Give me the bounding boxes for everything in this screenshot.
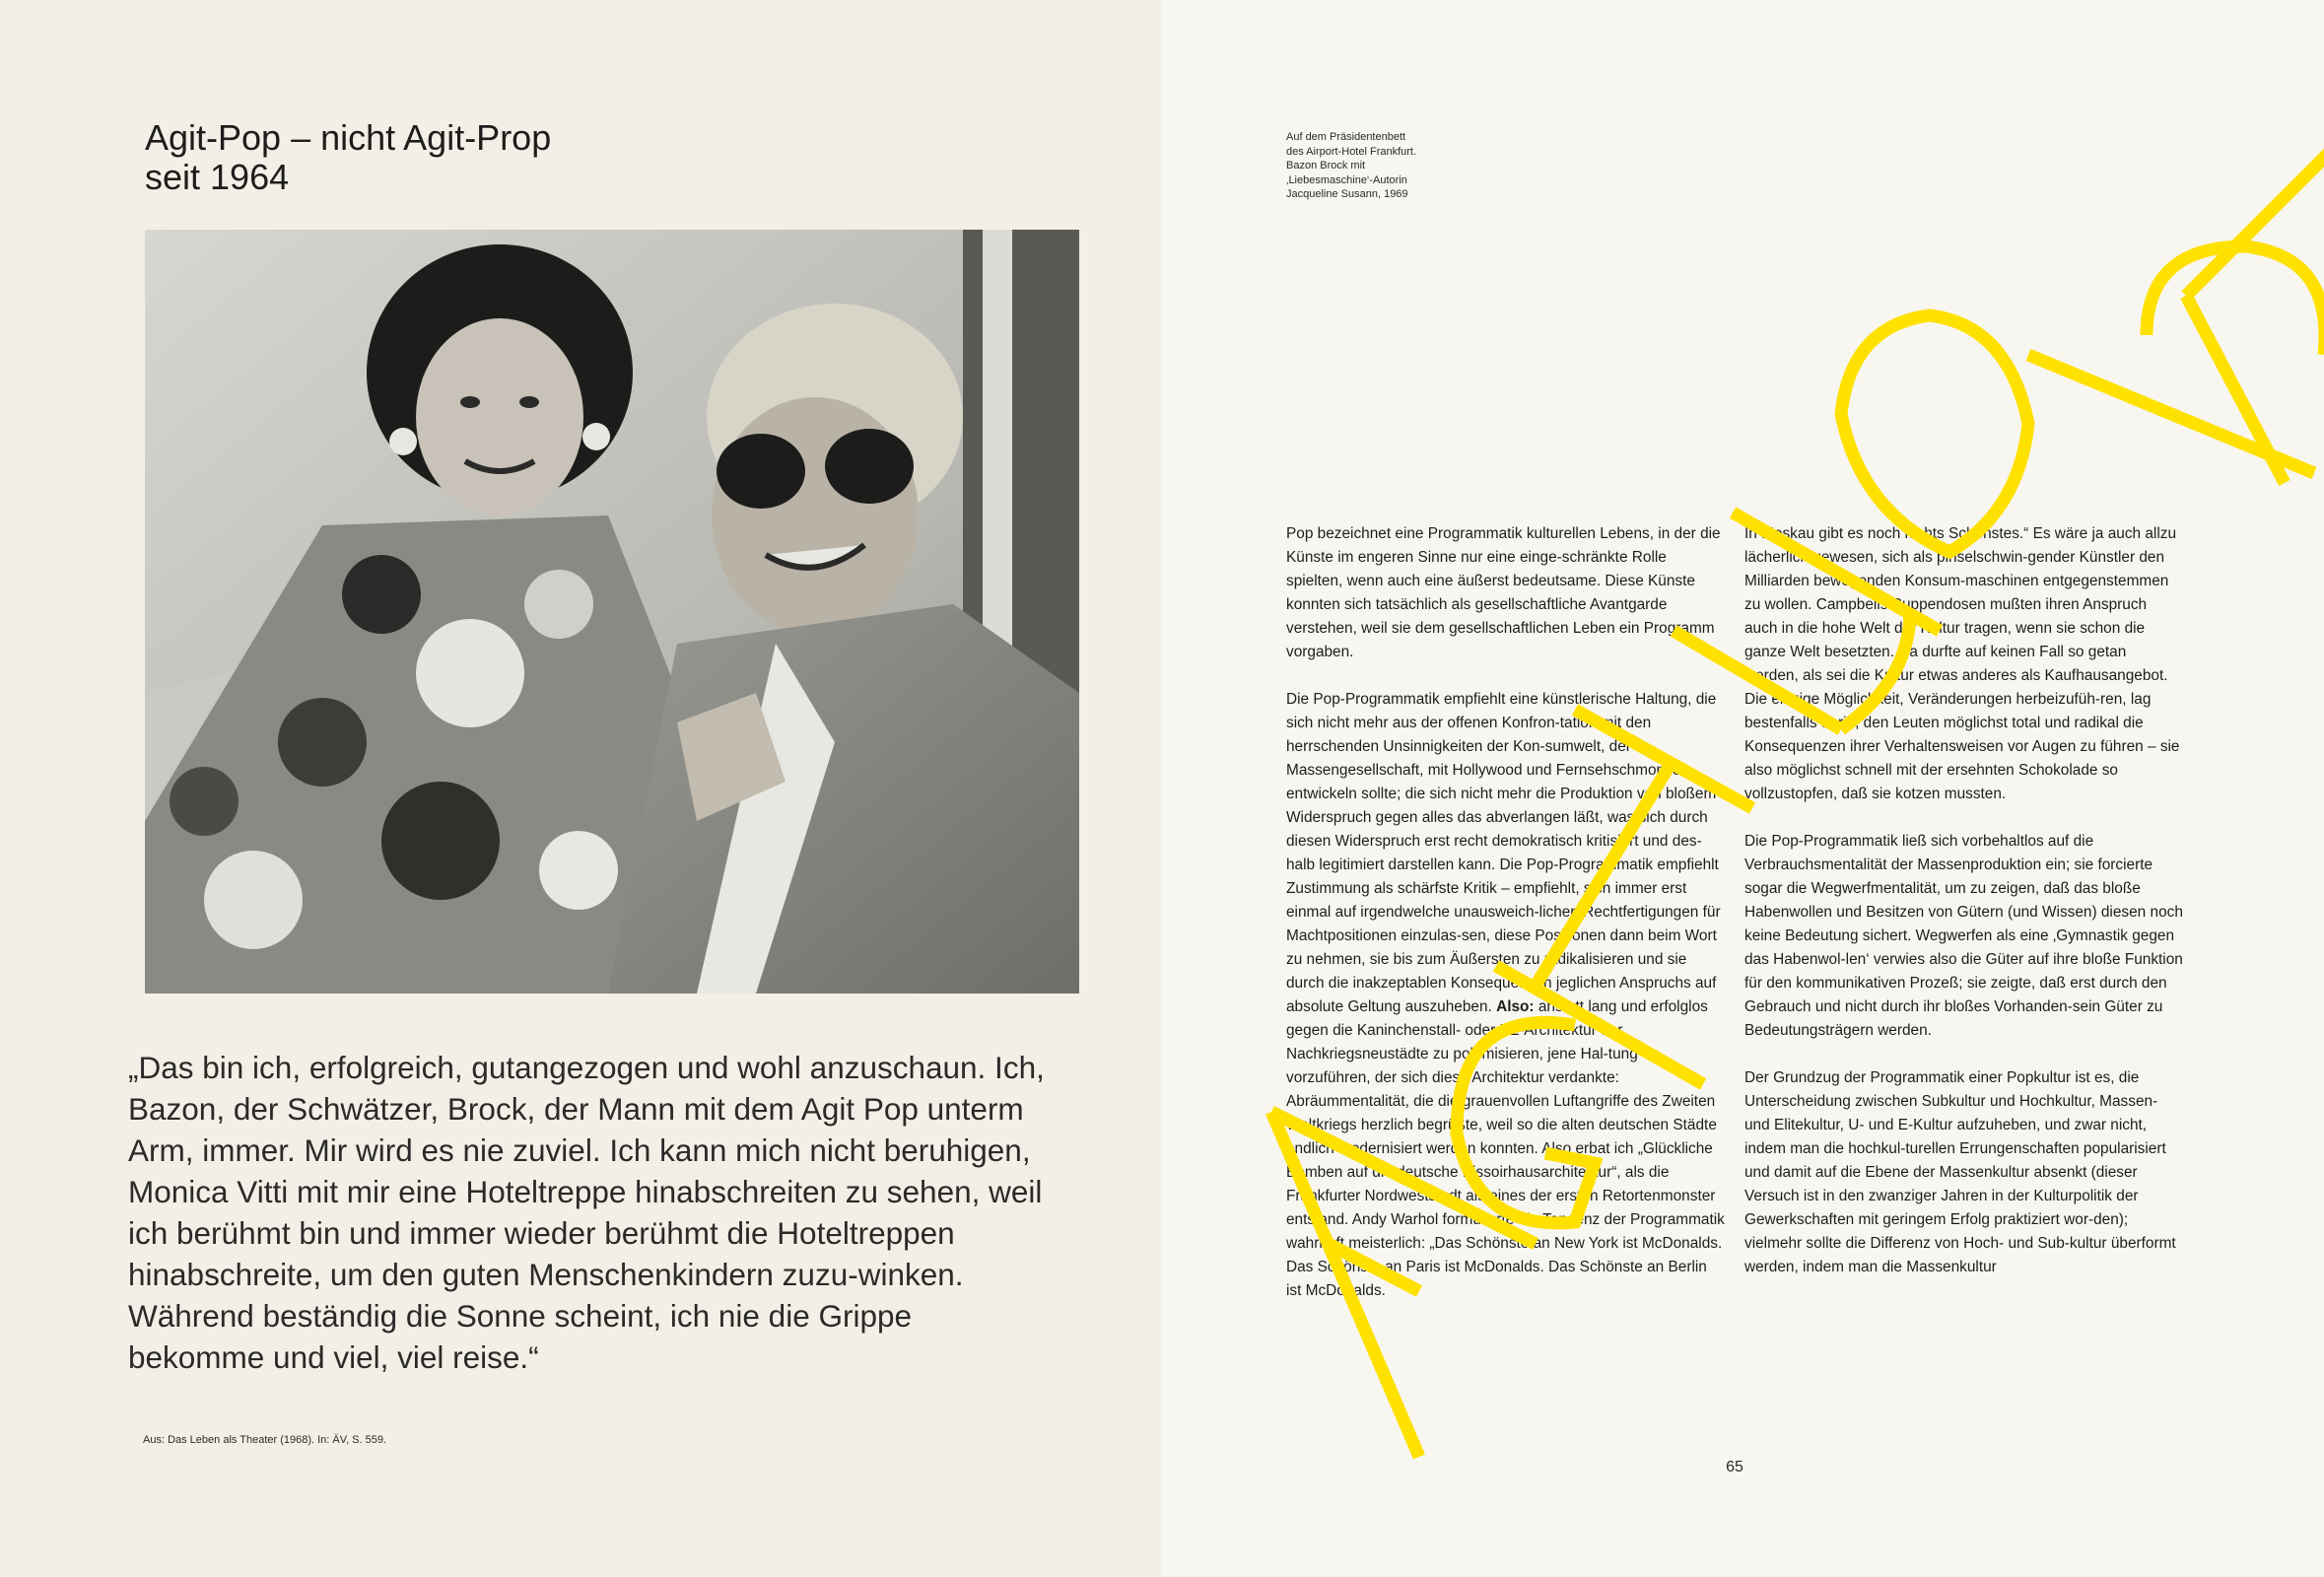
title-line-2: seit 1964 [145,157,290,197]
photo-caption [1286,130,1523,202]
paragraph: Die Pop-Programmatik ließ sich vorbehaltlos auf die Verbrauchsmentalität der Massenproduktion ein; sie forcierte sogar die Wegwerfmentalität, um zu zeigen, daß das bloße Habenwollen und Besitzen von Gütern (und Wissen) diesen noch keine Bedeutung sichert. Wegwerfen als eine ‚Gymnastik gegen das Habenwol-len‘ verwies also die Güter auf ihre bloße Funktion für den kommunikativen Prozeß; sie zeigte, daß erst durch den Gebrauch und nicht durch ihr bloßes Vorhanden-sein Güter zu Bedeutungsträgern werden. [1744,833,2183,1039]
caption-line: ‚Liebesmaschine‘-Autorin [1286,173,1407,186]
quote-source: Aus: Das Leben als Theater (1968). In: ÄV, S. 559. [143,1434,387,1446]
quote-text: „Das bin ich, erfolgreich, gutangezogen und wohl anzuschaun. Ich, Bazon, der Schwätzer, Brock, der Mann mit dem Agit Pop unterm Arm, immer. Mir wird es nie zuviel. Ich kann mich nicht beruhigen, Monica Vitti mit mir eine Hoteltreppe hinabschreiten zu sehen, weil ich berühmt bin und immer wieder berühmt die Hoteltreppen hinabschreite, um den guten Menschenkindern zuzu-winken. Während beständig die Sonne scheint, ich nie die Grippe bekomme und viel, viel reise.“ [128,1050,1045,1375]
paragraph: Pop bezeichnet eine Programmatik kulturellen Lebens, in der die Künste im engeren Sinne nur eine einge-schränkte Rolle spielten, wenn auch eine äußerst bedeutsame. Diese Künste konnten sich tatsächlich als gesellschaftliche Avantgarde verstehen, weil sie dem gesellschaftlichen Leben ein Programm vorgaben. [1286,525,1721,660]
photo-image [145,230,1079,994]
caption-line: Bazon Brock mit [1286,160,1366,171]
page-number: 65 [1726,1459,1743,1475]
paragraph: In Moskau gibt es noch nichts Schönstes.“ Es wäre ja auch allzu lächerlich gewesen, sich als pinselschwin-gender Künstler den Milliarden bewegenden Konsum-maschinen entgegenstemmen zu wollen. Campbells Suppendosen mußten ihren Anspruch auch in die hohe Welt der Kultur tragen, wenn sie schon die ganze Welt besetzten. Da durfte auf keinen Fall so getan werden, als sei die Kultur etwas anderes als Kaufhausangebot. Die einzige Möglichkeit, Veränderungen herbeizufüh-ren, lag bestenfalls darin, den Leuten möglichst total und radikal die Konsequenzen ihrer Verhaltensweisen vor Augen zu führen – sie also möglichst schnell mit der ersehnten Schokolade so vollzustopfen, daß sie kotzen mussten. [1744,525,2180,802]
photo-bazon-brock-jacqueline-susann [145,230,1079,994]
caption-line: Auf dem Präsidentenbett [1286,131,1406,143]
caption-line: Jacqueline Susann, 1969 [1286,188,1408,200]
bold-emphasis: Also: [1496,998,1535,1015]
text-column-1 [1286,522,1725,1327]
paragraph-text: Die Pop-Programmatik empfiehlt eine künstlerische Haltung, die sich nicht mehr aus der offenen Konfron-tation mit den herrschenden Unsinnigkeiten der Kon-sumwelt, der Massengesellschaft, mit Hollywood und Fernsehschmonzes entwickeln sollte; die sich nicht mehr die Produktion von bloßem Widerspruch gegen alles das abverlangen läßt, was sich durch diesen Widerspruch erst recht demokratisch kritisiert und des-halb legitimiert darstellen kann. Die Pop-Programmatik empfiehlt Zustimmung als schärfste Kritik – empfiehlt, sich immer erst einmal auf irgendwelche unausweich-lichen Rechtfertigungen für Machtpositionen einzulas-sen, diese Positionen dann beim Wort zu nehmen, sie bis zum Äußersten zu radikalisieren und sie durch die inakzeptablen Konsequenzen jeglichen Anspruchs auf absolute Geltung auszuheben. [1286,691,1721,1015]
paragraph-text: anstatt lang und erfolglos gegen die Kaninchenstall- oder KZ-Architektur der Nachkriegsneustädte zu polemisieren, jene Hal-tung vorzuführen, der sich diese Architektur verdankte: Abräummentalität, die die grauenvollen Luftangriffe des Zweiten Weltkriegs herzlich begrüßte, weil so die alten deutschen Städte endlich modernisiert werden konnten. Also erbat ich „Glückliche Bomben auf die deutsche Pissoirhausarchitektur“, als die Frankfurter Nordweststadt als eines der ersten Retortenmonster entstand. Andy Warhol formulierte die Tendenz der Programmatik wahrhaft meisterlich: „Das Schönste an New York ist McDonalds. Das Schönste an Paris ist McDonalds. Das Schönste an Berlin ist McDonalds. [1286,998,1725,1299]
caption-line: des Airport-Hotel Frankfurt. [1286,145,1417,158]
page-title [145,118,835,197]
paragraph: Der Grundzug der Programmatik einer Popkultur ist es, die Unterscheidung zwischen Subkultur und Hochkultur, Massen- und Elitekultur, U- und E-Kultur aufzuheben, und zwar nicht, indem man die hochkul-turellen Errungenschaften popularisiert und damit auf die Ebene der Massenkultur absenkt (dieser Versuch ist in den zwanziger Jahren in der Kulturpolitik der Gewerkschaften mit geringem Erfolg praktiziert wor-den); vielmehr sollte die Differenz von Hoch- und Sub-kultur überformt werden, indem man die Massenkultur [1744,1069,2176,1275]
paragraph [1286,688,1725,1303]
text-column-2 [1744,522,2183,1303]
left-page [0,0,1161,1577]
title-line-1: Agit-Pop – nicht Agit-Prop [145,117,552,158]
